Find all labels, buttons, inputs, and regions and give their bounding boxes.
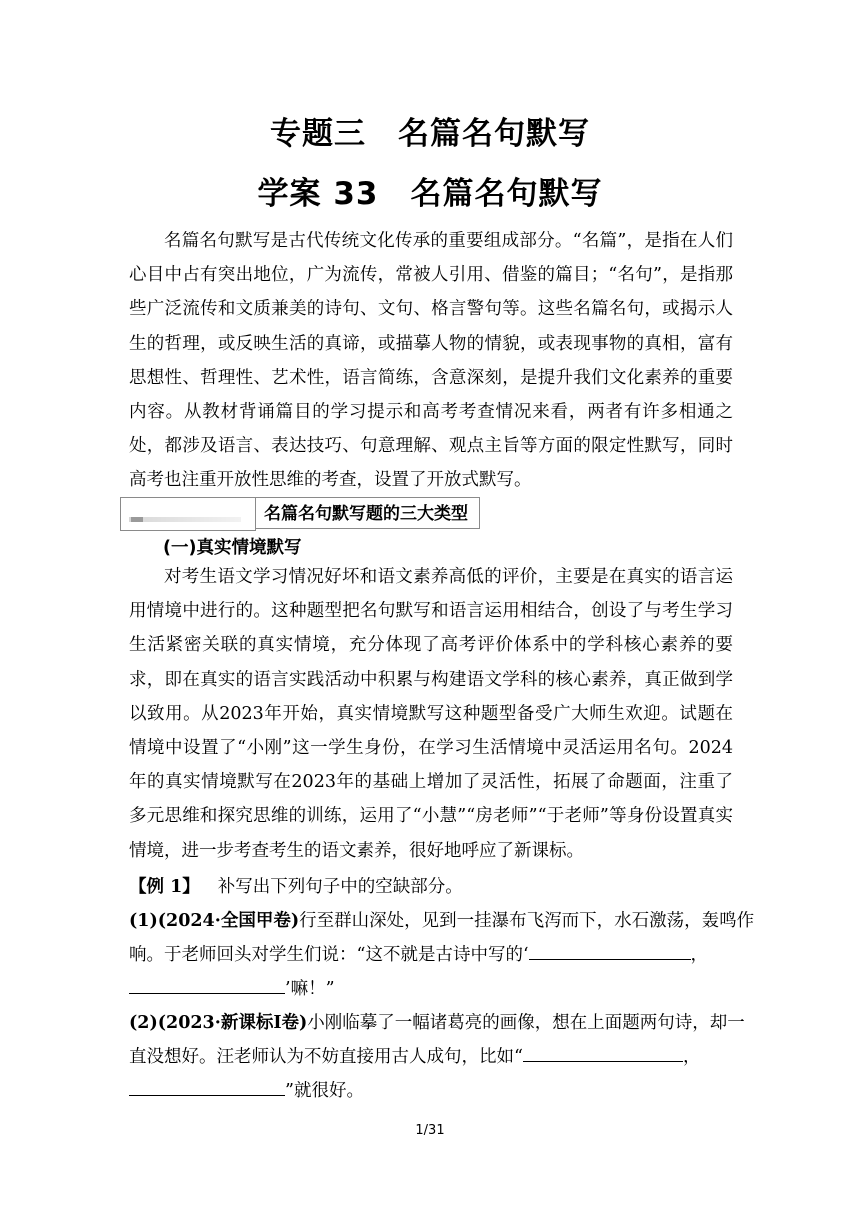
answer-blank[interactable] bbox=[129, 1077, 285, 1096]
banner-label: 名篇名句默写题的三大类型 bbox=[255, 497, 480, 529]
question-2-source: (2023·新课标Ⅰ卷) bbox=[157, 1013, 308, 1033]
example-header bbox=[129, 870, 733, 904]
question-1-line-3 bbox=[129, 972, 733, 1006]
intro-paragraph: 名篇名句默写是古代传统文化传承的重要组成部分。“名篇”，是指在人们心目中占有突出地位，广为流传，常被人引用、借鉴的篇目；“名句”，是指那些广泛流传和文质兼美的诗句、文句、格言警句等。这些名篇名句，或揭示人生的哲理，或反映生活的真谛，或描摹人物的情貌，或表现事物的真相，富有思想性、哲理性、艺术性，语言简练，含意深刻，是提升我们文化素养的重要内容。从教材背诵篇目的学习提示和高考考查情况来看，两者有许多相通之处，都涉及语言、表达技巧、句意理解、观点主旨等方面的限定性默写，同时高考也注重开放性思维的考查，设置了开放式默写。 bbox=[129, 231, 733, 491]
answer-blank[interactable] bbox=[523, 1043, 683, 1062]
section-heading: (一)真实情境默写 bbox=[163, 538, 302, 558]
section-body: 对考生语文学习情况好坏和语文素养高低的评价，主要是在真实的语言运用情境中进行的。这种题型把名句默写和语言运用相结合，创设了与考生学习生活紧密关联的真实情境，充分体现了高考评价体系中的学科核心素养的要求，即在真实的语言实践活动中积累与构建语文学科的核心素养，真正做到学以致用。从2023年开始，真实情境默写这种题型备受广大师生欢迎。试题在情境中设置了“小刚”这一学生身份，在学习生活情境中灵活运用名句。2024年的真实情境默写在2023年的基础上增加了灵活性，拓展了命题面，注重了多元思维和探究思维的训练，运用了“小慧”“房老师”“于老师”等身份设置真实情境，进一步考查考生的语文素养，很好地呼应了新课标。 bbox=[129, 567, 733, 861]
question-2-text-b: 直没想好。汪老师认为不妨直接用古人成句，比如“ bbox=[129, 1047, 523, 1067]
example-label: 【例 1】 bbox=[129, 877, 200, 897]
question-1-comma: ， bbox=[690, 945, 709, 965]
question-2-end: ”就很好。 bbox=[285, 1081, 364, 1101]
question-2-line-2 bbox=[129, 1040, 733, 1074]
example-instruction: 补写出下列句子中的空缺部分。 bbox=[217, 877, 463, 897]
banner-decoration bbox=[120, 497, 256, 531]
question-1-text-a: 行至群山深处，见到一挂瀑布飞泻而下，水石激荡，轰鸣作 bbox=[299, 911, 755, 931]
question-1-line-2 bbox=[129, 938, 733, 972]
question-1-line-1 bbox=[129, 904, 755, 938]
question-1-end: ’嘛！” bbox=[285, 979, 335, 999]
question-1-text-b: 响。于老师回头对学生们说：“这不就是古诗中写的‘ bbox=[129, 945, 529, 965]
question-2-number: (2) bbox=[129, 1013, 158, 1033]
question-2-comma: ， bbox=[682, 1047, 701, 1067]
lesson-title: 学案 33 名篇名句默写 bbox=[257, 176, 603, 212]
section-banner bbox=[120, 497, 482, 531]
question-2-text-a: 小刚临摹了一幅诸葛亮的画像，想在上面题两句诗，却一 bbox=[307, 1013, 745, 1033]
question-1-number: (1) bbox=[129, 911, 158, 931]
page-number: 1/31 bbox=[415, 1123, 445, 1138]
banner-bar-graphic bbox=[129, 517, 241, 522]
question-1-source: (2024·全国甲卷) bbox=[157, 911, 300, 931]
answer-blank[interactable] bbox=[129, 975, 285, 994]
topic-title: 专题三 名篇名句默写 bbox=[270, 116, 590, 152]
question-2-line-1 bbox=[129, 1006, 745, 1040]
question-2-line-3 bbox=[129, 1074, 733, 1108]
answer-blank[interactable] bbox=[529, 941, 691, 960]
banner-mark-graphic bbox=[131, 517, 143, 522]
